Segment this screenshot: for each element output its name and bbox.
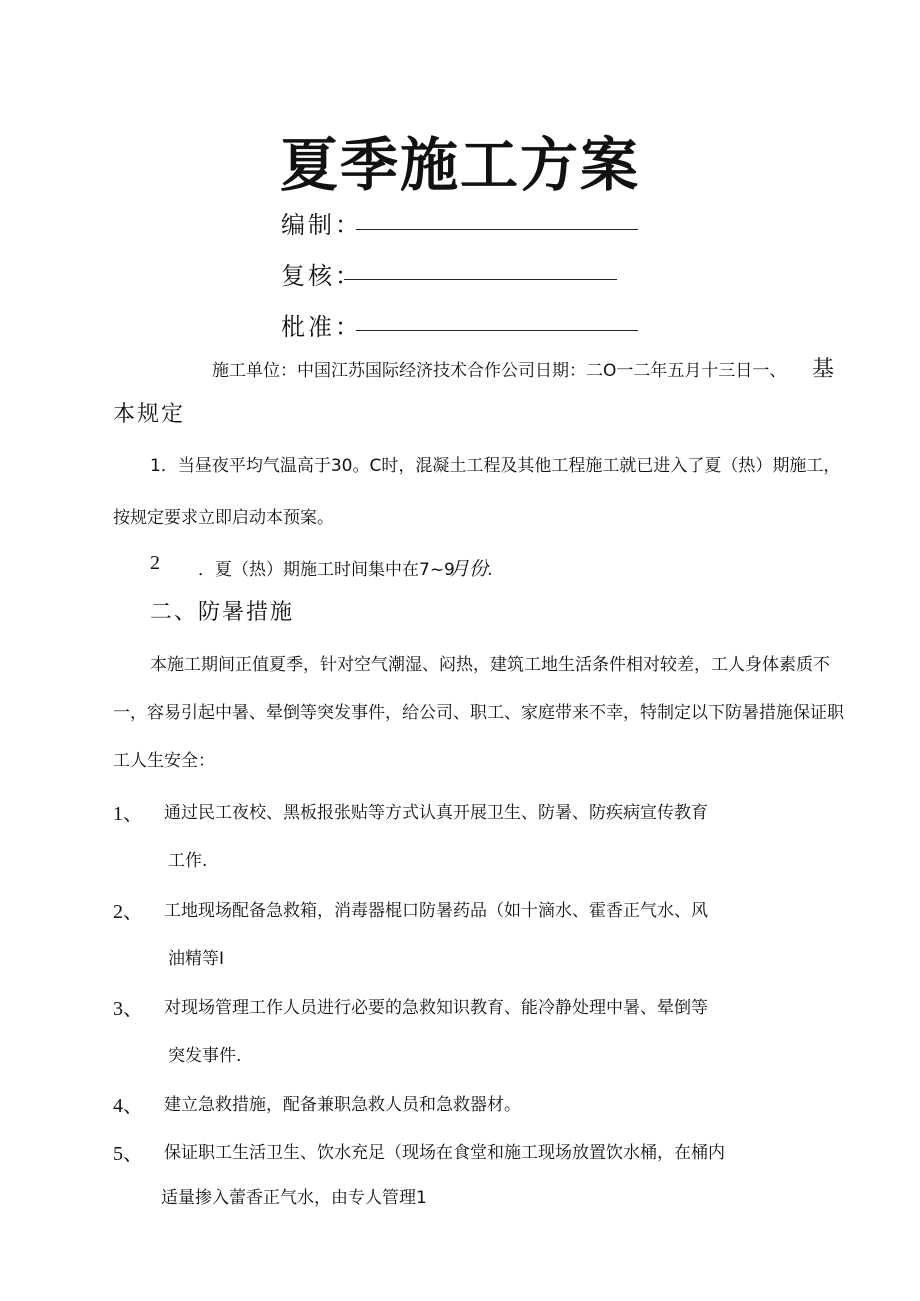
intro-line-1: 本施工期间正值夏季，针对空气潮湿、闷热，建筑工地生活条件相对较差，工人身体素质不 bbox=[150, 655, 830, 675]
section1-heading-start: 基 bbox=[812, 357, 837, 382]
measure-3-number: 3、 bbox=[113, 998, 143, 1020]
compiler-label: 编制： bbox=[281, 211, 362, 239]
section2-heading: 二、防暑措施 bbox=[150, 600, 295, 625]
rule2-text: ．夏（热）期施工时间集中在7~9 bbox=[198, 560, 455, 580]
unit-date-line: 施工单位：中国江苏国际经济技术合作公司日期：二O一二年五月十三日一、 bbox=[212, 361, 787, 381]
rule2-number: 2 bbox=[150, 552, 160, 574]
measure-1-line1: 通过民工夜校、黑板报张贴等方式认真开展卫生、防暑、防疾病宣传教育 bbox=[164, 803, 708, 823]
section1-heading-end: 本规定 bbox=[113, 402, 186, 427]
measure-1-number: 1、 bbox=[113, 803, 143, 825]
measure-5-line2: 适量掺入蕾香正气水，由专人管理1 bbox=[161, 1188, 427, 1208]
approver-signature-line bbox=[356, 330, 638, 331]
measure-5-number: 5、 bbox=[113, 1143, 143, 1165]
intro-line-2: 一，容易引起中暑、晕倒等突发事件，给公司、职工、家庭带来不幸，特制定以下防暑措施保证职 bbox=[113, 703, 844, 723]
rule1-line1: 1．当昼夜平均气温高于30。C时，混凝土工程及其他工程施工就已进入了夏（热）期施工， bbox=[150, 456, 841, 476]
rule2-suffix: 月份. bbox=[450, 559, 493, 580]
compiler-signature-line bbox=[356, 229, 638, 230]
measure-2-number: 2、 bbox=[113, 901, 143, 923]
reviewer-signature-line bbox=[344, 279, 617, 280]
reviewer-label: 复核： bbox=[281, 262, 362, 290]
measure-3-line2: 突发事件. bbox=[168, 1046, 242, 1066]
measure-1-line2: 工作. bbox=[168, 851, 208, 871]
measure-2-line2: 油精等I bbox=[168, 949, 225, 969]
rule1-line2: 按规定要求立即启动本预案。 bbox=[113, 508, 334, 528]
measure-5-line1: 保证职工生活卫生、饮水充足（现场在食堂和施工现场放置饮水桶，在桶内 bbox=[164, 1143, 725, 1163]
intro-line-3: 工人生安全： bbox=[113, 751, 215, 771]
document-title: 夏季施工方案 bbox=[279, 131, 640, 199]
measure-3-line1: 对现场管理工作人员进行必要的急救知识教育、能冷静处理中暑、晕倒等 bbox=[164, 998, 708, 1018]
measure-2-line1: 工地现场配备急救箱，消毒器棍口防暑药品（如十滴水、霍香正气水、风 bbox=[164, 901, 708, 921]
measure-4-number: 4、 bbox=[113, 1095, 143, 1117]
approver-label: 枇准： bbox=[281, 313, 362, 341]
measure-4-line1: 建立急救措施，配备兼职急救人员和急救器材。 bbox=[164, 1095, 521, 1115]
